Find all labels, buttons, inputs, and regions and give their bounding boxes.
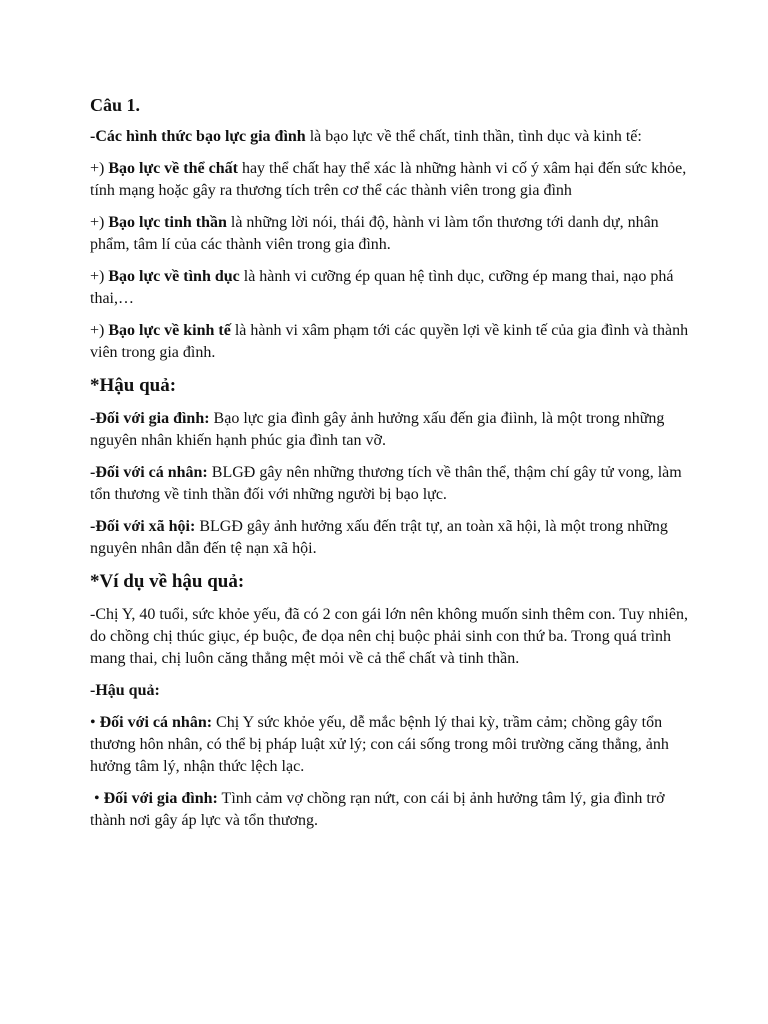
example-consequence-label-text: -Hậu quả: xyxy=(90,682,160,699)
form-description: là những lời nói, thái độ, hành vi làm tổn thương tới danh dự, nhân phẩm, tâm lí của các thành viên trong gia đình. xyxy=(90,214,659,253)
example-consequence-family xyxy=(90,788,690,832)
form-economic xyxy=(90,320,690,364)
intro-paragraph xyxy=(90,126,690,148)
consequence-term: -Đối với cá nhân: xyxy=(90,464,208,481)
consequence-term: -Đối với xã hội: xyxy=(90,518,196,535)
form-description: hay thể chất hay thể xác là những hành vi cố ý xâm hại đến sức khỏe, tính mạng hoặc gây ra thương tích trên cơ thể các thành viên trong gia đình xyxy=(90,160,687,199)
example-consequence-term: Đối với gia đình: xyxy=(103,790,218,807)
consequence-description: BLGĐ gây nên những thương tích về thân thể, thậm chí gây tử vong, làm tổn thương về tinh thần đối với những người bị bạo lực. xyxy=(90,464,682,503)
document-page xyxy=(90,94,690,842)
question-title: Câu 1. xyxy=(90,95,141,115)
example-paragraph: -Chị Y, 40 tuổi, sức khỏe yếu, đã có 2 con gái lớn nên không muốn sinh thêm con. Tuy nhiên, do chồng chị thúc giục, ép buộc, đe dọa nên chị buộc phải sinh con thứ ba. Trong quá trình mang thai, chị luôn căng thẳng mệt mỏi về cả thể chất và tinh thần. xyxy=(90,606,688,667)
consequence-family xyxy=(90,408,690,452)
consequence-term: -Đối với gia đình: xyxy=(90,410,210,427)
consequences-heading: *Hậu quả: xyxy=(90,375,177,396)
form-prefix: +) xyxy=(90,268,109,285)
bullet: • xyxy=(90,790,104,807)
form-term: Bạo lực về tình dục xyxy=(108,268,240,285)
consequence-society xyxy=(90,516,690,560)
example-consequence-description: Chị Y sức khỏe yếu, dễ mắc bệnh lý thai kỳ, trầm cảm; chồng gây tổn thương hôn nhân, có thể bị pháp luật xử lý; con cái sống trong môi trường căng thẳng, ảnh hưởng tâm lý, nhận thức lệch lạc. xyxy=(90,714,669,775)
form-mental xyxy=(90,212,690,256)
form-sexual xyxy=(90,266,690,310)
bullet: • xyxy=(90,714,100,731)
consequence-description: Bạo lực gia đình gây ảnh hưởng xấu đến gia điình, là một trong những nguyên nhân khiến hạnh phúc gia đình tan vỡ. xyxy=(90,410,665,449)
example-consequence-individual xyxy=(90,712,690,778)
form-term: Bạo lực tinh thần xyxy=(108,214,227,231)
intro-bold: -Các hình thức bạo lực gia đình xyxy=(90,128,306,145)
example-consequence-label xyxy=(90,680,690,702)
form-description: là hành vi xâm phạm tới các quyền lợi về kinh tế của gia đình và thành viên trong gia đình. xyxy=(90,322,689,361)
example-heading: *Ví dụ về hậu quả: xyxy=(90,571,245,592)
example-consequence-term: Đối với cá nhân: xyxy=(99,714,213,731)
form-term: Bạo lực về kinh tế xyxy=(108,322,231,339)
consequence-individual xyxy=(90,462,690,506)
form-prefix: +) xyxy=(90,322,109,339)
consequence-description: BLGĐ gây ảnh hưởng xấu đến trật tự, an toàn xã hội, là một trong những nguyên nhân dẫn đến tệ nạn xã hội. xyxy=(90,518,668,557)
intro-text: là bạo lực về thể chất, tinh thần, tình dục và kinh tế: xyxy=(305,128,642,145)
form-prefix: +) xyxy=(90,160,109,177)
example-consequence-description: Tình cảm vợ chồng rạn nứt, con cái bị ảnh hưởng tâm lý, gia đình trở thành nơi gây áp lực và tổn thương. xyxy=(90,790,665,829)
form-prefix: +) xyxy=(90,214,109,231)
form-physical xyxy=(90,158,690,202)
form-term: Bạo lực về thể chất xyxy=(108,160,238,177)
form-description: là hành vi cưỡng ép quan hệ tình dục, cưỡng ép mang thai, nạo phá thai,… xyxy=(90,268,674,307)
